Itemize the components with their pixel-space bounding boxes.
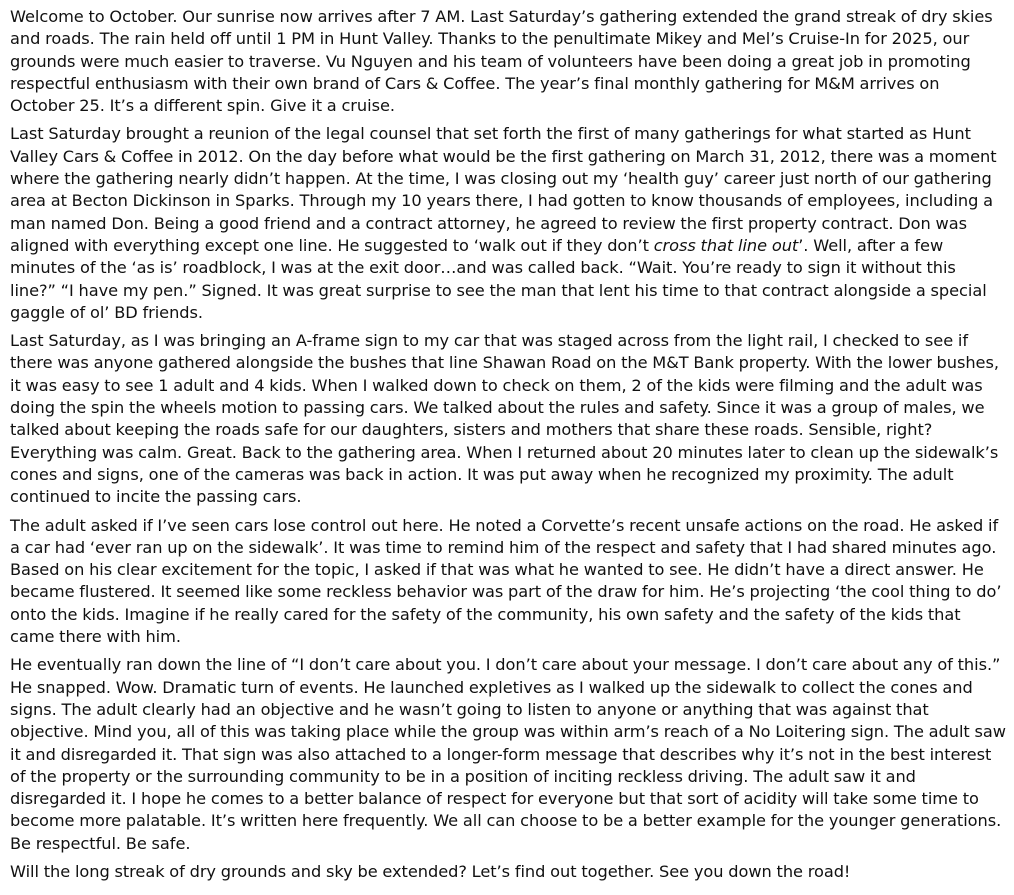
paragraph-5	[10, 654, 1006, 855]
paragraph-1-text: Welcome to October. Our sunrise now arrives after 7 AM. Last Saturday’s gathering extended the grand streak of dry skies and roads. The rain held off until 1 PM in Hunt Valley. Thanks to the penultimate Mikey and Mel’s Cruise-In for 2025, our grounds were much easier to traverse. Vu Nguyen and his team of volunteers have been doing a great job in promoting respectful enthusiasm with their own brand of Cars & Coffee. The year’s final monthly gathering for M&M arrives on October 25. It’s a different spin. Give it a cruise.	[10, 7, 993, 116]
paragraph-4	[10, 515, 1006, 649]
paragraph-4-text: The adult asked if I’ve seen cars lose control out here. He noted a Corvette’s recent unsafe actions on the road. He asked if a car had ‘ever ran up on the sidewalk’. It was time to remind him of the respect and safety that I had shared minutes ago. Based on his clear excitement for the topic, I asked if that was what he wanted to see. He didn’t have a direct answer. He became flustered. It seemed like some reckless behavior was part of the draw for him. He’s projecting ‘the cool thing to do’ onto the kids. Imagine if he really cared for the safety of the community, his own safety and the safety of the kids that came there with him.	[10, 515, 1002, 647]
paragraph-2-text-end: ’. Well, after a few minutes of the ‘as is’ roadblock, I was at the exit door…and was called back. “Wait. You’re ready to sign it without this line?” “I have my pen.” Signed. It was great surprise to see the man that lent his time to that contract alongside a special gaggle of ol’ BD friends.	[10, 235, 987, 322]
paragraph-3	[10, 330, 1006, 508]
paragraph-2-text-start: Last Saturday brought a reunion of the legal counsel that set forth the first of many gatherings for what started as Hunt Valley Cars & Coffee in 2012. On the day before what would be the first gathering on March 31, 2012, there was a moment where the gathering nearly didn’t happen. At the time, I was closing out my ‘health guy’ career just north of our gathering area at Becton Dickinson in Sparks. Through my 10 years there, I had gotten to know thousands of employees, including a man named Don. Being a good friend and a contract attorney, he agreed to review the first property contract. Don was aligned with everything except one line. He suggested to ‘walk out if they don’t	[10, 124, 997, 255]
paragraph-2	[10, 123, 1006, 324]
paragraph-2-italic-phrase: cross that line out	[653, 235, 799, 255]
paragraph-3-text: Last Saturday, as I was bringing an A-frame sign to my car that was staged across from the light rail, I checked to see if there was anyone gathered alongside the bushes that line Shawan Road on the M&T Bank property. With the lower bushes, it was easy to see 1 adult and 4 kids. When I walked down to check on them, 2 of the kids were filming and the adult was doing the spin the wheels motion to passing cars. We talked about the rules and safety. Since it was a group of males, we talked about keeping the roads safe for our daughters, sisters and mothers that share these roads. Sensible, right? Everything was calm. Great. Back to the gathering area. When I returned about 20 minutes later to clean up the sidewalk’s cones and signs, one of the cameras was back in action. It was put away when he recognized my proximity. The adult continued to incite the passing cars.	[10, 331, 999, 507]
paragraph-5-text: He eventually ran down the line of “I don’t care about you. I don’t care about your message. I don’t care about any of this.” He snapped. Wow. Dramatic turn of events. He launched expletives as I walked up the sidewalk to collect the cones and signs. The adult clearly had an objective and he wasn’t going to listen to anyone or anything that was against that objective. Mind you, all of this was taking place while the group was within arm’s reach of a No Loitering sign. The adult saw it and disregarded it. That sign was also attached to a longer-form message that describes why it’s not in the best interest of the property or the surrounding community to be in a position of inciting reckless driving. The adult saw it and disregarded it. I hope he comes to a better balance of respect for everyone but that sort of acidity will take some time to become more palatable. It’s written here frequently. We all can choose to be a better example for the younger generations. Be respectful. Be safe.	[10, 655, 1006, 853]
paragraph-6-text: Will the long streak of dry grounds and sky be extended? Let’s find out together. See you down the road!	[10, 861, 851, 881]
paragraph-6	[10, 861, 1006, 883]
paragraph-1	[10, 6, 1006, 117]
